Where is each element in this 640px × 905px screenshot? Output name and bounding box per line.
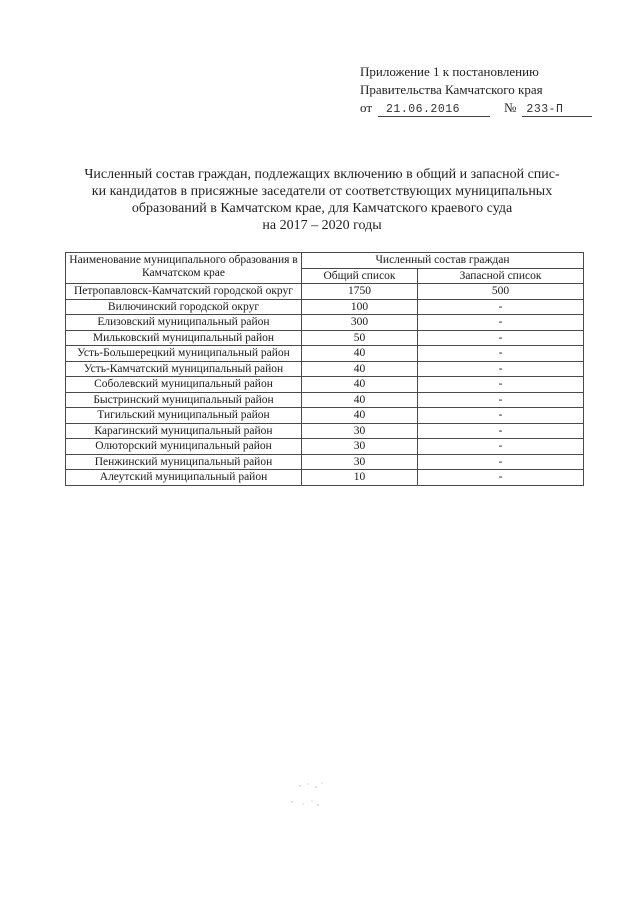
title-line-3: образований в Камчатском крае, для Камчатского краевого суда: [131, 201, 513, 216]
municipality-name: Вилючинский городской округ: [66, 299, 302, 315]
general-count: 40: [302, 408, 418, 424]
municipality-name: Соболевский муниципальный район: [66, 377, 302, 393]
municipality-name: Быстринский муниципальный район: [66, 392, 302, 408]
table-row: [66, 408, 584, 424]
table-row: [66, 284, 584, 300]
municipality-name: Петропавловск-Камчатский городской округ: [66, 284, 302, 300]
appendix-header: [360, 63, 620, 117]
reserve-count: -: [418, 346, 584, 362]
reserve-count: -: [418, 377, 584, 393]
reserve-count: -: [418, 315, 584, 331]
table-row: [66, 330, 584, 346]
general-count: 100: [302, 299, 418, 315]
title-line-1: Численный состав граждан, подлежащих включению в общий и запасной спис-: [84, 167, 560, 182]
document-title: [68, 166, 576, 234]
table-row: [66, 315, 584, 331]
general-count: 40: [302, 377, 418, 393]
reserve-count: -: [418, 470, 584, 486]
general-count: 1750: [302, 284, 418, 300]
appendix-line-1: Приложение 1 к постановлению: [360, 64, 539, 79]
date-prefix: от: [360, 100, 373, 115]
appendix-line-2: Правительства Камчатского края: [360, 82, 543, 97]
municipality-name: Мильковский муниципальный район: [66, 330, 302, 346]
number-sign: №: [504, 100, 517, 115]
reserve-count: -: [418, 439, 584, 455]
reserve-count: -: [418, 361, 584, 377]
reserve-count: -: [418, 392, 584, 408]
resolution-number: 233-П: [522, 103, 592, 117]
table-row: [66, 392, 584, 408]
table-row: [66, 439, 584, 455]
table-header-row: [66, 253, 584, 269]
municipality-name: Пенжинский муниципальный район: [66, 454, 302, 470]
municipality-name: Карагинский муниципальный район: [66, 423, 302, 439]
general-count: 10: [302, 470, 418, 486]
title-line-4: на 2017 – 2020 годы: [262, 218, 382, 233]
reserve-count: -: [418, 299, 584, 315]
table-row: [66, 423, 584, 439]
reserve-count: -: [418, 330, 584, 346]
table-row: [66, 361, 584, 377]
general-count: 30: [302, 454, 418, 470]
scan-marks: [288, 780, 338, 810]
col-group-header: Численный состав граждан: [302, 253, 584, 269]
municipality-name: Елизовский муниципальный район: [66, 315, 302, 331]
table-row: [66, 377, 584, 393]
general-count: 40: [302, 346, 418, 362]
municipality-name: Усть-Большерецкий муниципальный район: [66, 346, 302, 362]
reserve-count: -: [418, 408, 584, 424]
appendix-line-3: [360, 99, 620, 117]
general-count: 30: [302, 423, 418, 439]
municipality-name: Алеутский муниципальный район: [66, 470, 302, 486]
municipality-name: Тигильский муниципальный район: [66, 408, 302, 424]
reserve-count: 500: [418, 284, 584, 300]
table-row: [66, 299, 584, 315]
general-count: 50: [302, 330, 418, 346]
table-row: [66, 454, 584, 470]
col-general-header: Общий список: [302, 268, 418, 284]
general-count: 30: [302, 439, 418, 455]
title-line-2: ки кандидатов в присяжные заседатели от соответствующих муниципальных: [91, 184, 553, 199]
reserve-count: -: [418, 423, 584, 439]
general-count: 40: [302, 361, 418, 377]
reserve-count: -: [418, 454, 584, 470]
table-row: [66, 470, 584, 486]
col-reserve-header: Запасной список: [418, 268, 584, 284]
municipality-name: Олюторский муниципальный район: [66, 439, 302, 455]
table-row: [66, 346, 584, 362]
general-count: 300: [302, 315, 418, 331]
municipality-name: Усть-Камчатский муниципальный район: [66, 361, 302, 377]
jurors-table: [65, 252, 584, 486]
col-municipality-header: Наименование муниципального образования в Камчатском крае: [66, 253, 302, 284]
resolution-date: 21.06.2016: [378, 103, 490, 117]
general-count: 40: [302, 392, 418, 408]
